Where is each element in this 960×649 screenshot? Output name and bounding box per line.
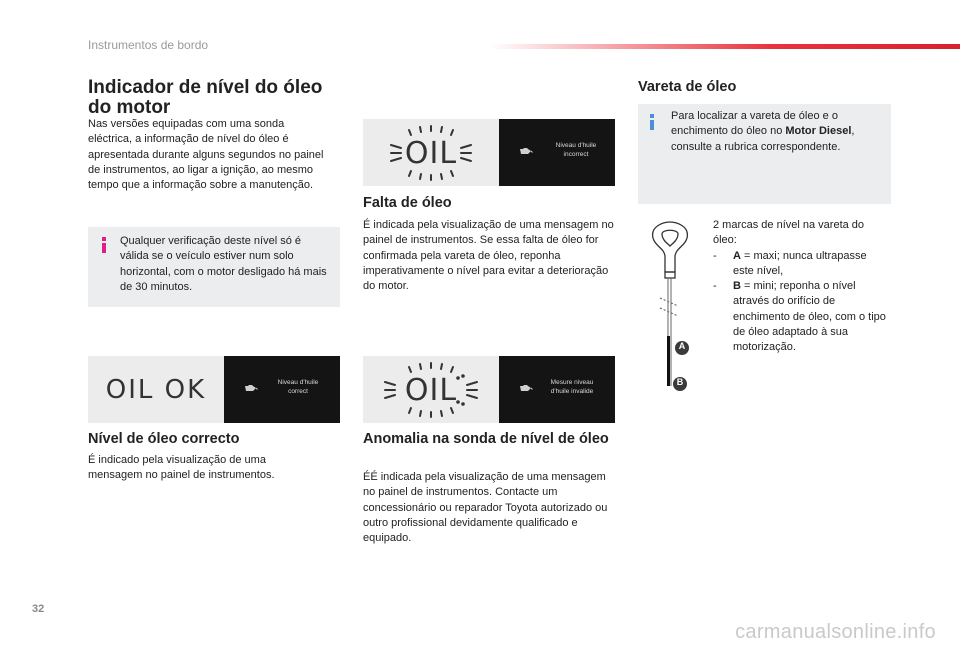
text-oil-low: É indicada pela visualização de uma mensagem no painel de instrumentos. Se essa falta de óleo for confirmada pela vareta de óleo, reponha imperativamente o nível para evitar a deterioração do motor. [363,219,614,293]
dipstick-illustration [640,220,700,396]
info-icon [650,114,654,130]
oil-can-icon [519,146,533,156]
dipstick-info-text: Para localizar a vareta de óleo e o enchimento do óleo no Motor Diesel, consulte a rubrica correspondente. [671,110,855,153]
panel-message: Mesure niveau d'huile invalide [550,379,594,395]
marks-intro: 2 marcas de nível na vareta do óleo: [713,219,865,247]
dipstick-marks-text [713,218,889,356]
mark-item-b: - B = mini; reponha o nível através do orifício de enchimento de óleo, com o tipo de óleo adaptado à sua motorização. [713,280,886,354]
intro-text: Nas versões equipadas com uma sonda eléctrica, a informação de nível do óleo é apresentada durante alguns segundos no painel de instrumentos, ao ligar a ignição, ao mesmo tempo que a informação sobre a manutenção. [88,118,324,192]
display-panel-oil-low [363,119,615,186]
section-label: Instrumentos de bordo [88,38,209,52]
panel-message: Niveau d'huile incorrect [555,142,597,158]
panel-message: Niveau d'huile correct [277,379,319,395]
subtitle-oil-low: Falta de óleo [363,195,452,211]
page-number: 32 [32,603,45,615]
display-oil-ok: OIL OK [105,375,207,405]
info-icon [102,237,106,253]
display-panel-sensor-fault [363,356,615,423]
display-oil: OIL [404,373,458,408]
text-oil-correct: É indicado pela visualização de uma mensagem no painel de instrumentos. [88,454,275,482]
text-sensor-fault: ÉÉ indicada pela visualização de uma mensagem no painel de instrumentos. Contacte um concessionário ou reparador Toyota autorizado ou outro profissional devidamente qualificado e equipado. [363,471,608,545]
info-text: Qualquer verificação deste nível só é válida se o veículo estiver num solo horizontal, com o motor desligado há mais de 30 minutos. [120,235,327,293]
display-oil: OIL [404,136,458,171]
header-accent-bar [490,44,960,49]
subtitle-sensor-fault: Anomalia na sonda de nível de óleo [363,431,609,447]
marker-a-label: A [678,341,686,351]
mark-item-a: - A = maxi; nunca ultrapasse este nível, [713,249,867,277]
watermark: carmanualsonline.info [735,621,936,643]
motor-diesel-label: Motor Diesel [785,125,852,138]
oil-can-icon [244,383,258,393]
page-title: Indicador de nível do óleo do motor [88,77,323,118]
oil-can-icon [519,383,533,393]
info-box-level-check [88,227,340,307]
subtitle-oil-correct: Nível de óleo correcto [88,431,240,447]
dipstick-title: Vareta de óleo [638,79,737,95]
marker-b-label: B [676,377,684,387]
display-panel-oil-ok [88,356,340,423]
info-box-dipstick [638,104,891,204]
